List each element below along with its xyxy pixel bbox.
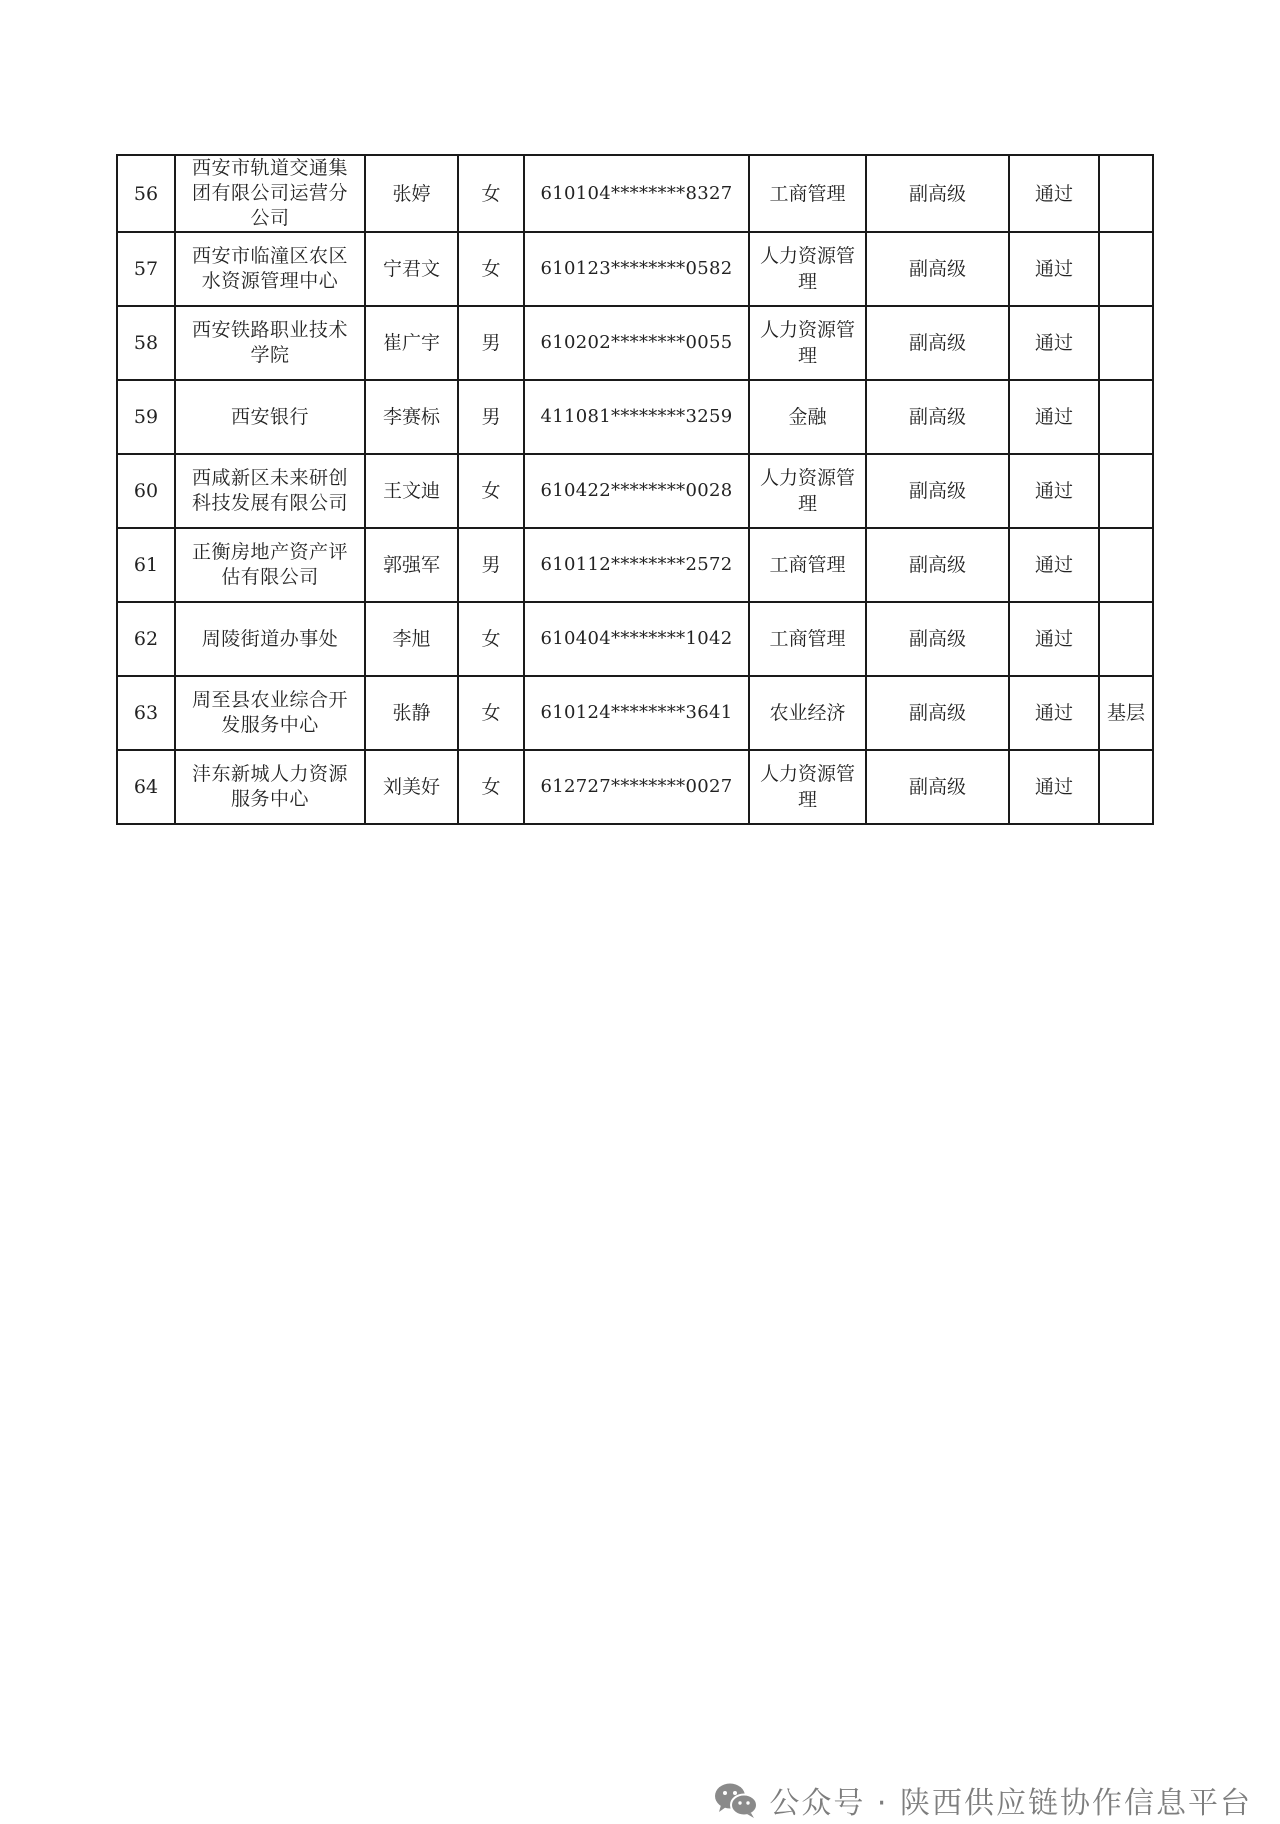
wechat-icon [713, 1780, 759, 1820]
table-row [117, 454, 1153, 528]
cell-level: 副高级 [866, 602, 1009, 676]
table-body [117, 155, 1153, 824]
cell-major: 人力资源管理 [749, 454, 866, 528]
cell-no: 58 [117, 306, 175, 380]
table-row [117, 155, 1153, 232]
cell-major: 人力资源管理 [749, 232, 866, 306]
cell-result: 通过 [1009, 602, 1099, 676]
cell-id-number: 612727********0027 [524, 750, 749, 824]
cell-note [1099, 528, 1153, 602]
table-row [117, 750, 1153, 824]
cell-id-number: 411081********3259 [524, 380, 749, 454]
cell-note: 基层 [1099, 676, 1153, 750]
watermark [713, 1776, 1252, 1824]
cell-no: 60 [117, 454, 175, 528]
cell-note [1099, 306, 1153, 380]
cell-major: 人力资源管理 [749, 750, 866, 824]
cell-name: 崔广宇 [365, 306, 458, 380]
cell-major: 农业经济 [749, 676, 866, 750]
cell-level: 副高级 [866, 155, 1009, 232]
results-table [116, 154, 1154, 825]
cell-level: 副高级 [866, 306, 1009, 380]
cell-no: 56 [117, 155, 175, 232]
cell-result: 通过 [1009, 676, 1099, 750]
cell-unit: 西咸新区未来研创科技发展有限公司 [175, 454, 365, 528]
cell-gender: 女 [458, 602, 524, 676]
cell-gender: 女 [458, 155, 524, 232]
cell-name: 李旭 [365, 602, 458, 676]
cell-id-number: 610104********8327 [524, 155, 749, 232]
cell-no: 57 [117, 232, 175, 306]
cell-no: 62 [117, 602, 175, 676]
cell-gender: 男 [458, 380, 524, 454]
cell-no: 61 [117, 528, 175, 602]
cell-level: 副高级 [866, 528, 1009, 602]
cell-unit: 西安市轨道交通集团有限公司运营分公司 [175, 155, 365, 232]
table-row [117, 232, 1153, 306]
cell-no: 59 [117, 380, 175, 454]
cell-name: 李赛标 [365, 380, 458, 454]
cell-id-number: 610422********0028 [524, 454, 749, 528]
cell-level: 副高级 [866, 380, 1009, 454]
cell-note [1099, 380, 1153, 454]
cell-name: 宁君文 [365, 232, 458, 306]
cell-level: 副高级 [866, 454, 1009, 528]
cell-result: 通过 [1009, 155, 1099, 232]
cell-result: 通过 [1009, 380, 1099, 454]
cell-name: 张静 [365, 676, 458, 750]
table-row [117, 306, 1153, 380]
cell-gender: 女 [458, 676, 524, 750]
cell-id-number: 610123********0582 [524, 232, 749, 306]
cell-level: 副高级 [866, 232, 1009, 306]
cell-gender: 男 [458, 306, 524, 380]
cell-major: 工商管理 [749, 155, 866, 232]
cell-result: 通过 [1009, 454, 1099, 528]
cell-name: 刘美好 [365, 750, 458, 824]
cell-no: 64 [117, 750, 175, 824]
cell-level: 副高级 [866, 750, 1009, 824]
cell-gender: 女 [458, 232, 524, 306]
cell-result: 通过 [1009, 232, 1099, 306]
table-row [117, 380, 1153, 454]
cell-note [1099, 155, 1153, 232]
cell-major: 人力资源管理 [749, 306, 866, 380]
cell-id-number: 610404********1042 [524, 602, 749, 676]
cell-id-number: 610124********3641 [524, 676, 749, 750]
cell-major: 金融 [749, 380, 866, 454]
cell-name: 王文迪 [365, 454, 458, 528]
cell-id-number: 610112********2572 [524, 528, 749, 602]
cell-gender: 女 [458, 454, 524, 528]
cell-id-number: 610202********0055 [524, 306, 749, 380]
cell-result: 通过 [1009, 306, 1099, 380]
cell-note [1099, 232, 1153, 306]
cell-no: 63 [117, 676, 175, 750]
cell-note [1099, 750, 1153, 824]
table-row [117, 528, 1153, 602]
cell-unit: 西安市临潼区农区水资源管理中心 [175, 232, 365, 306]
cell-name: 张婷 [365, 155, 458, 232]
cell-major: 工商管理 [749, 602, 866, 676]
cell-unit: 周至县农业综合开发服务中心 [175, 676, 365, 750]
cell-name: 郭强军 [365, 528, 458, 602]
cell-gender: 男 [458, 528, 524, 602]
cell-note [1099, 602, 1153, 676]
table-row [117, 676, 1153, 750]
cell-level: 副高级 [866, 676, 1009, 750]
cell-note [1099, 454, 1153, 528]
cell-result: 通过 [1009, 528, 1099, 602]
cell-unit: 西安银行 [175, 380, 365, 454]
watermark-text: 公众号 · 陕西供应链协作信息平台 [769, 1786, 1252, 1821]
cell-result: 通过 [1009, 750, 1099, 824]
cell-unit: 西安铁路职业技术学院 [175, 306, 365, 380]
table-row [117, 602, 1153, 676]
cell-major: 工商管理 [749, 528, 866, 602]
cell-unit: 正衡房地产资产评估有限公司 [175, 528, 365, 602]
cell-unit: 周陵街道办事处 [175, 602, 365, 676]
cell-unit: 沣东新城人力资源服务中心 [175, 750, 365, 824]
cell-gender: 女 [458, 750, 524, 824]
